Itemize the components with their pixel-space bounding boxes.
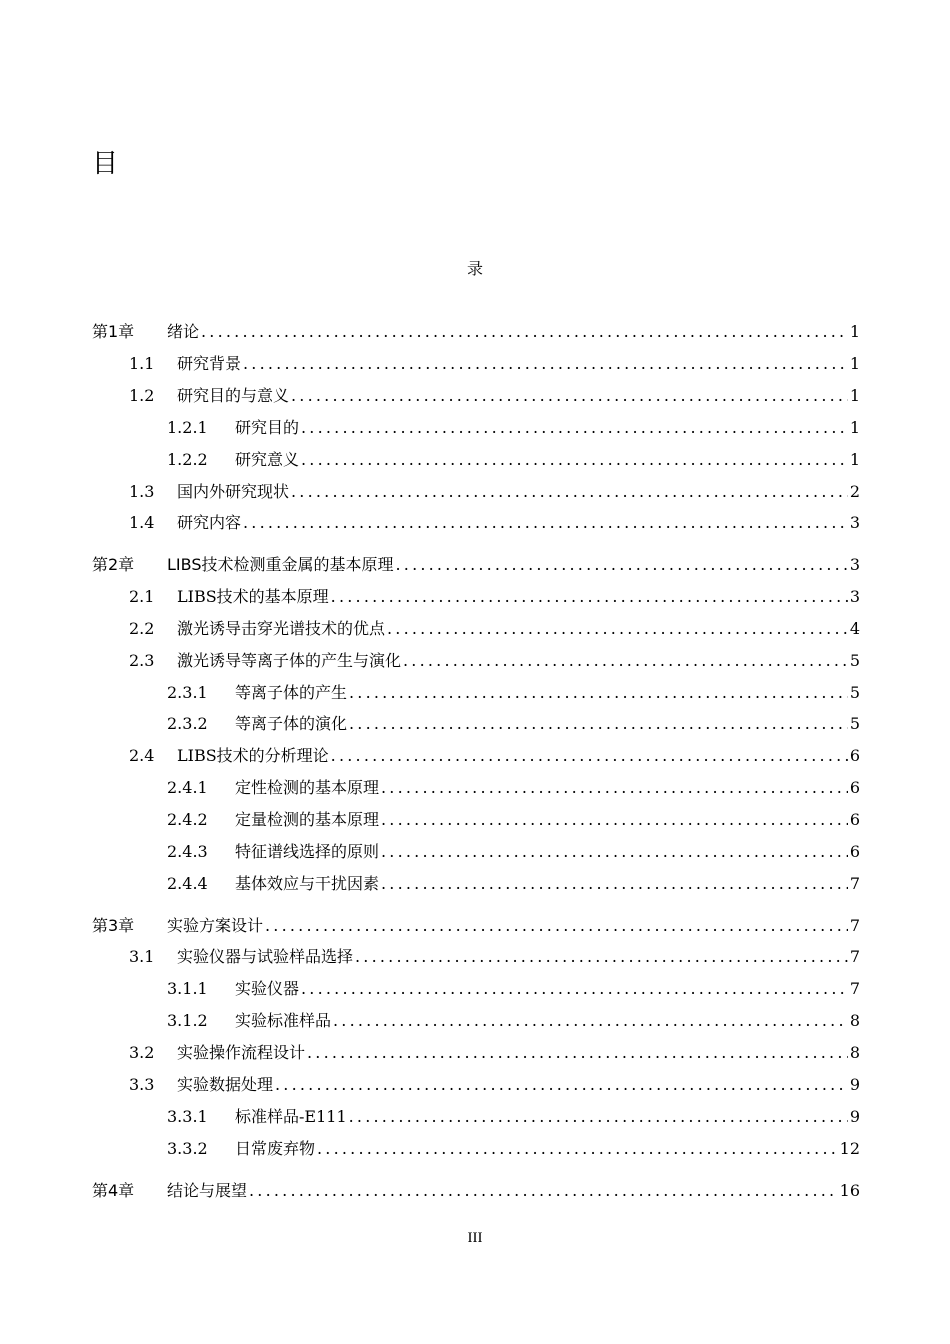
toc-entry-title: 激光诱导等离子体的产生与演化 [177,651,402,670]
toc-entry-title: LIBS技术的分析理论 [177,746,329,765]
toc-entry-title: 实验仪器与试验样品选择 [177,947,354,966]
toc-dot-leader [381,871,848,897]
toc-entry-page: 2 [849,482,860,501]
toc-entry-title: 特征谱线选择的原则 [235,842,380,861]
toc-dot-leader [265,913,848,939]
toc-entry-page: 7 [849,916,860,935]
toc-entry-page: 5 [849,714,860,733]
toc-heading-part1: 目 [92,149,119,179]
toc-entry-page: 4 [849,619,860,638]
toc-dot-leader [291,479,848,505]
toc-entry[interactable] [167,976,860,1002]
toc-entry-number: 2.2 [129,619,155,638]
toc-dot-leader [387,616,848,642]
toc-entry-title: 等离子体的演化 [235,714,348,733]
toc-dot-leader [355,944,848,970]
toc-entry[interactable] [129,616,860,642]
toc-entry-title: 实验标准样品 [235,1011,332,1030]
toc-dot-leader [331,743,848,769]
toc-entry-number: 3.1 [129,947,155,966]
toc-dot-leader [403,648,848,674]
toc-entry-page: 1 [849,354,860,373]
toc-entry-title: 研究目的 [235,418,300,437]
toc-entry-title: 国内外研究现状 [177,482,290,501]
toc-entry[interactable] [167,1008,860,1034]
toc-dot-leader [307,1040,848,1066]
toc-dot-leader [381,775,848,801]
toc-entry-number: 1.2.2 [167,450,208,469]
toc-entry[interactable] [129,1072,860,1098]
toc-dot-leader [201,319,848,345]
toc-entry-page: 7 [849,947,860,966]
toc-entry-title: 标准样品-E111 [235,1107,347,1126]
toc-entry-number: 2.4.1 [167,778,208,797]
toc-entry-title: 研究内容 [177,513,242,532]
toc-entry[interactable] [92,913,860,939]
toc-dot-leader [243,510,848,536]
toc-dot-leader [291,383,848,409]
toc-entry-page: 5 [849,651,860,670]
toc-entry[interactable] [167,807,860,833]
toc-entry-number: 3.1.2 [167,1011,208,1030]
toc-entry[interactable] [167,871,860,897]
toc-entry[interactable] [129,510,860,536]
toc-entry-page: 9 [849,1107,860,1126]
toc-entry-title: 实验仪器 [235,979,300,998]
toc-heading-part2: 录 [466,259,483,278]
toc-entry-page: 6 [849,810,860,829]
toc-entry-number: 2.4.2 [167,810,208,829]
toc-entry-title: 研究目的与意义 [177,386,290,405]
toc-dot-leader [331,584,848,610]
toc-dot-leader [349,680,848,706]
toc-entry[interactable] [167,775,860,801]
toc-entry-number: 第2章 [92,555,135,574]
toc-entry-title: LIBS技术检测重金属的基本原理 [167,555,394,574]
toc-entry-number: 3.2 [129,1043,155,1062]
toc-entry-number: 2.4.4 [167,874,208,893]
toc-entry-number: 2.3.1 [167,683,208,702]
toc-dot-leader [381,807,848,833]
toc-dot-leader [301,415,848,441]
toc-entry-title: 定量检测的基本原理 [235,810,380,829]
toc-entry[interactable] [129,351,860,377]
toc-entry-title: 实验方案设计 [167,916,264,935]
toc-entry-page: 8 [849,1011,860,1030]
toc-entry-page: 3 [849,587,860,606]
toc-entry[interactable] [92,1178,860,1204]
toc-entry-number: 3.1.1 [167,979,208,998]
toc-dot-leader [381,839,848,865]
toc-entry-number: 第4章 [92,1181,135,1200]
toc-entry-title: 结论与展望 [167,1181,248,1200]
toc-entry[interactable] [167,415,860,441]
toc-entry-page: 12 [839,1139,860,1158]
toc-entry-number: 第3章 [92,916,135,935]
toc-entry-number: 3.3.1 [167,1107,208,1126]
toc-entry-title: 研究背景 [177,354,242,373]
toc-entry[interactable] [167,680,860,706]
toc-entry[interactable] [167,1104,860,1130]
toc-entry-number: 2.3 [129,651,155,670]
toc-entry-page: 6 [849,746,860,765]
toc-entry-number: 2.4.3 [167,842,208,861]
toc-entry-page: 1 [849,322,860,341]
toc-entry-page: 6 [849,778,860,797]
toc-entry-number: 2.3.2 [167,714,208,733]
toc-entry-page: 9 [849,1075,860,1094]
toc-entry-page: 7 [849,979,860,998]
toc-dot-leader [349,1104,848,1130]
toc-entry-number: 3.3 [129,1075,155,1094]
toc-dot-leader [396,552,848,578]
toc-dot-leader [301,976,848,1002]
toc-entry-number: 1.2 [129,386,155,405]
toc-entry-page: 3 [849,513,860,532]
toc-entry-title: 研究意义 [235,450,300,469]
toc-entry[interactable] [129,743,860,769]
toc-entry[interactable] [167,711,860,737]
toc-entry-title: 定性检测的基本原理 [235,778,380,797]
toc-entry[interactable] [129,383,860,409]
toc-entry-number: 第1章 [92,322,135,341]
toc-entry-number: 1.4 [129,513,155,532]
toc-dot-leader [317,1136,838,1162]
toc-entry-page: 1 [849,450,860,469]
toc-entry-number: 2.4 [129,746,155,765]
toc-entry[interactable] [167,447,860,473]
toc-entry[interactable] [167,839,860,865]
toc-dot-leader [243,351,848,377]
toc-entry-page: 6 [849,842,860,861]
toc-entry-page: 5 [849,683,860,702]
toc-entry-page: 1 [849,418,860,437]
toc-entry-page: 1 [849,386,860,405]
toc-entry[interactable] [167,1136,860,1162]
toc-entry-number: 1.1 [129,354,155,373]
toc-dot-leader [301,447,848,473]
toc-entry[interactable] [129,479,860,505]
toc-entry-title: 实验操作流程设计 [177,1043,306,1062]
toc-entry[interactable] [92,552,860,578]
toc-entry-page: 7 [849,874,860,893]
toc-entry[interactable] [92,319,860,345]
toc-dot-leader [349,711,848,737]
toc-entry[interactable] [129,1040,860,1066]
toc-entry-title: 实验数据处理 [177,1075,274,1094]
toc-entry-page: 16 [839,1181,860,1200]
toc-entry-title: 绪论 [167,322,200,341]
toc-entry[interactable] [129,584,860,610]
toc-entry-number: 2.1 [129,587,155,606]
toc-entry-title: LIBS技术的基本原理 [177,587,329,606]
toc-entry-title: 等离子体的产生 [235,683,348,702]
toc-entry-number: 3.3.2 [167,1139,208,1158]
toc-entry[interactable] [129,944,860,970]
toc-entry-number: 1.3 [129,482,155,501]
toc-entry-number: 1.2.1 [167,418,208,437]
toc-entry-title: 日常废弃物 [235,1139,316,1158]
page-number-footer: III [467,1230,483,1246]
toc-dot-leader [275,1072,848,1098]
toc-entry[interactable] [129,648,860,674]
toc-entry-page: 8 [849,1043,860,1062]
toc-entry-page: 3 [849,555,860,574]
toc-dot-leader [333,1008,848,1034]
toc-dot-leader [249,1178,838,1204]
toc-entry-title: 激光诱导击穿光谱技术的优点 [177,619,386,638]
toc-entry-title: 基体效应与干扰因素 [235,874,380,893]
